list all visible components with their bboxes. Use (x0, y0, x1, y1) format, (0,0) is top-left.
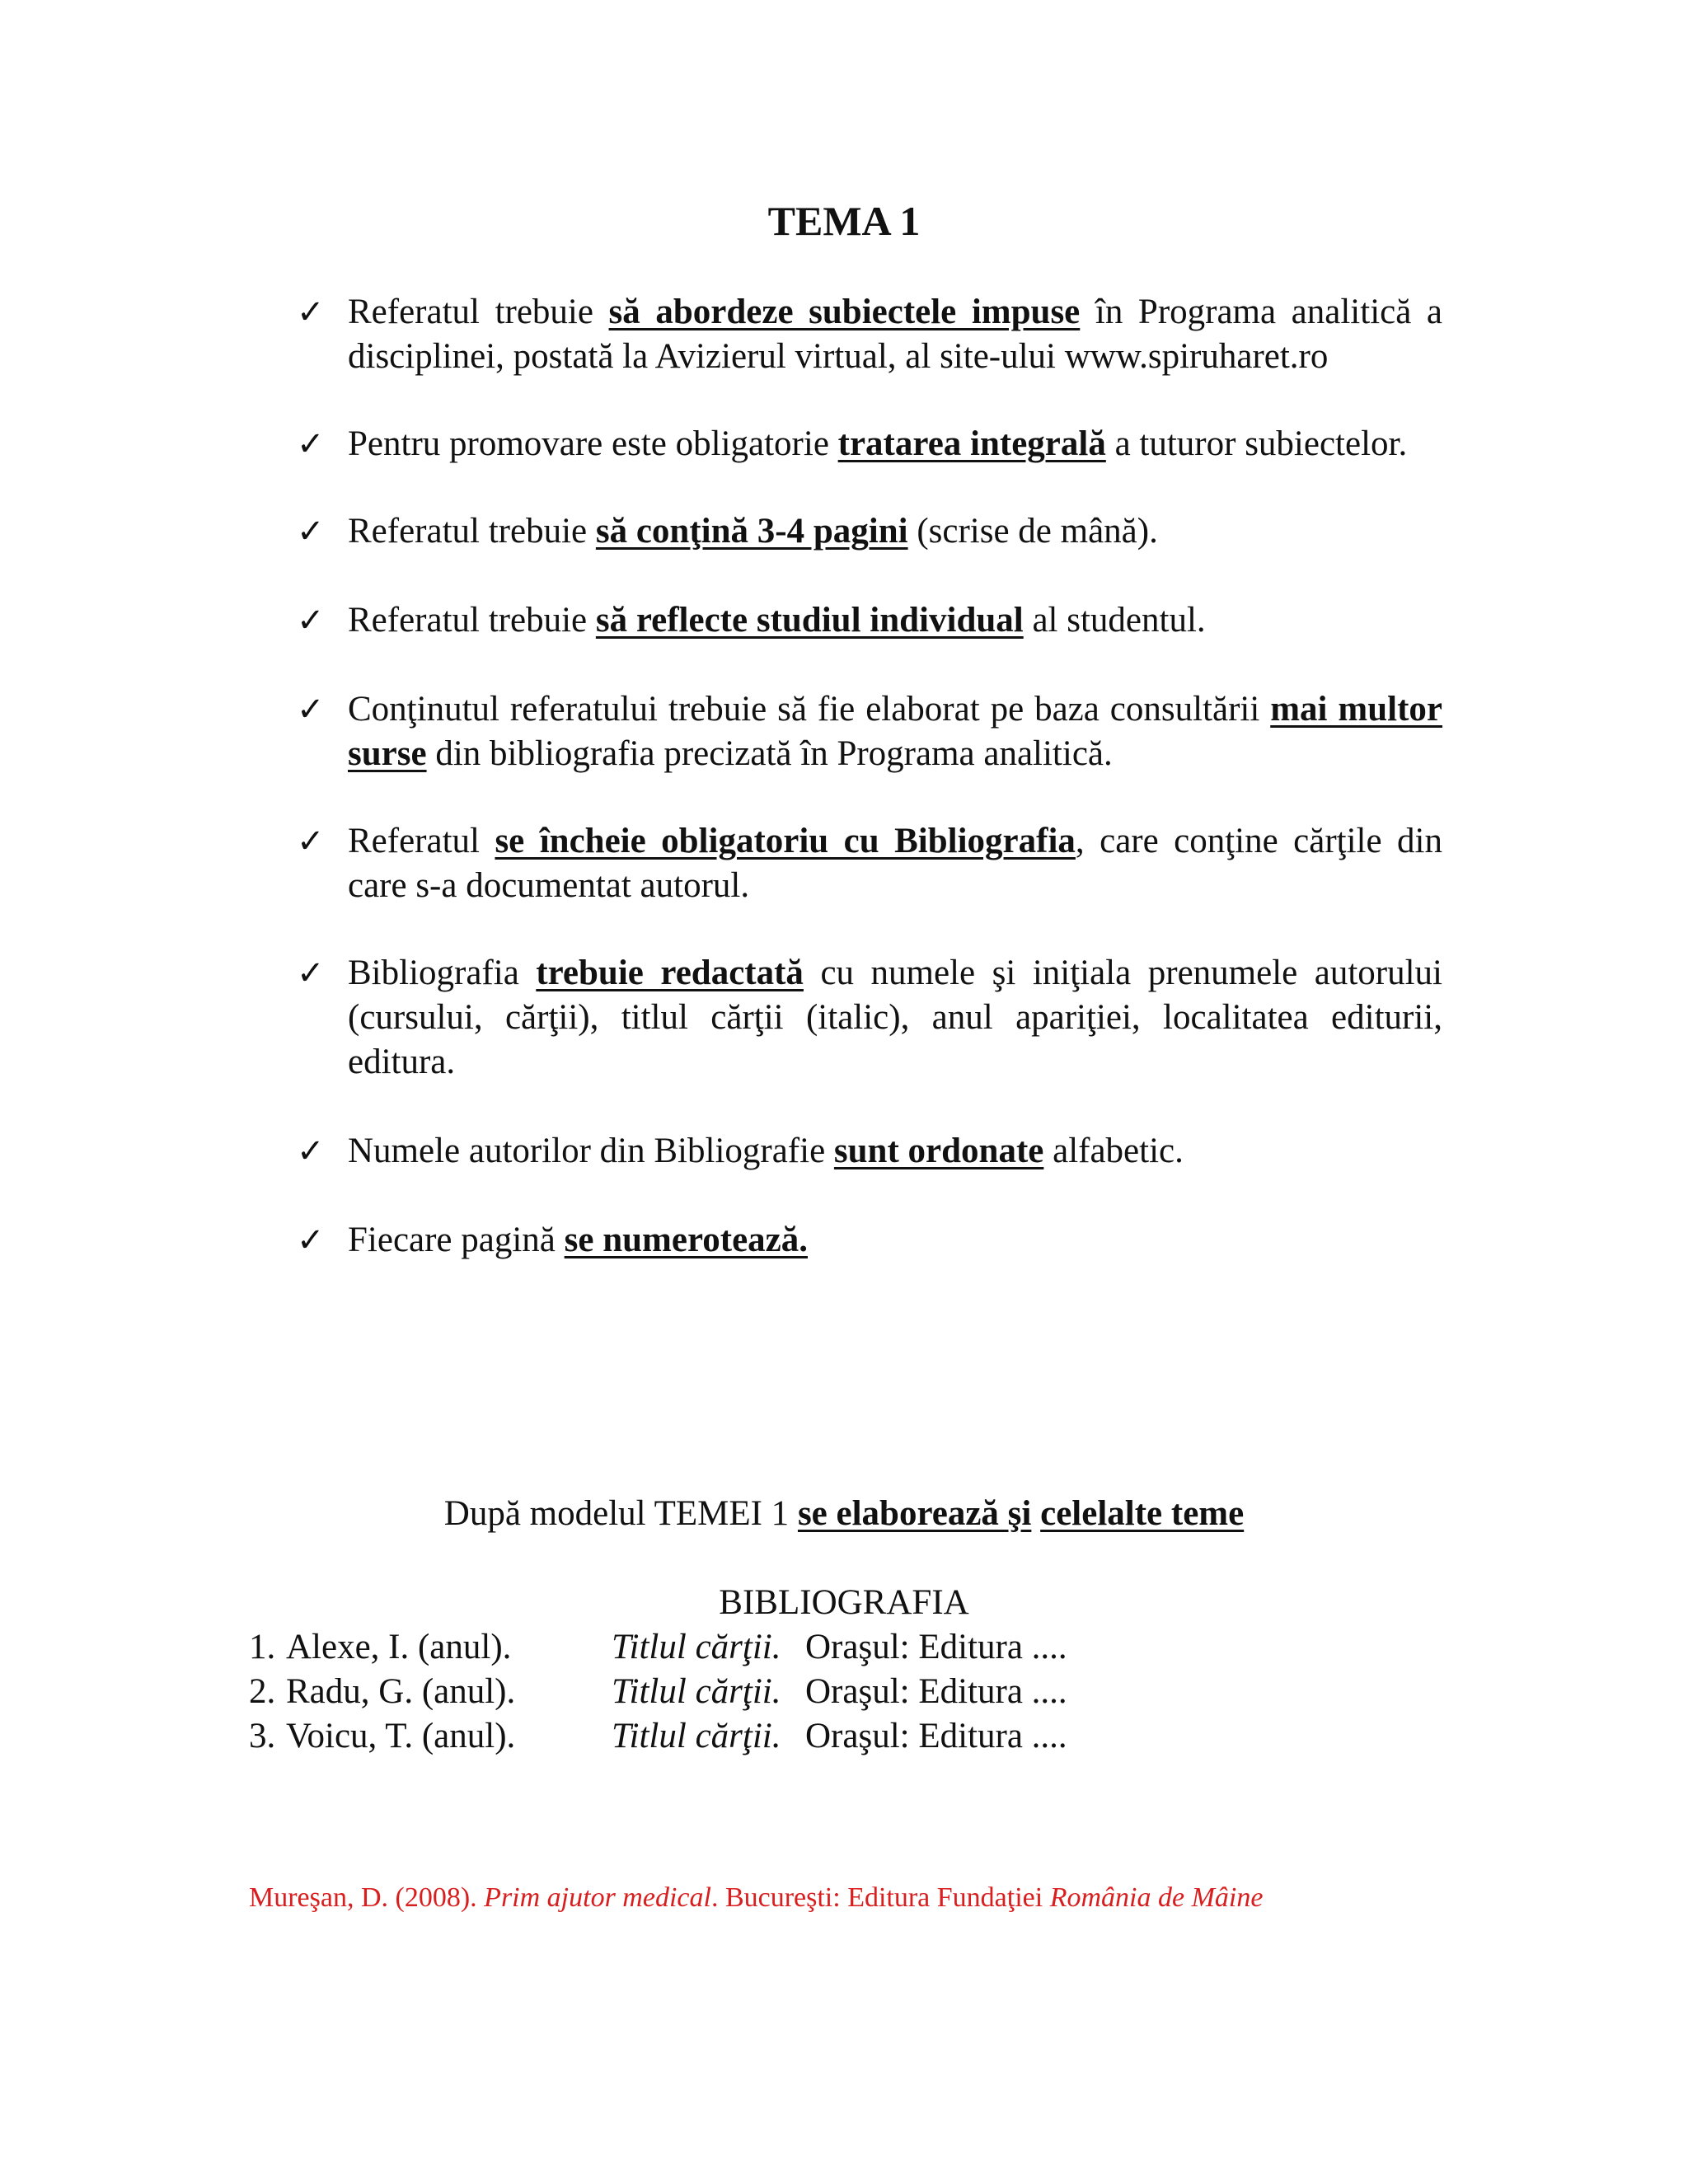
entry-number: 2. (249, 1672, 276, 1711)
item-text: alfabetic. (1043, 1132, 1184, 1170)
item-emphasis: tratarea integrală (837, 424, 1106, 463)
checkmark-icon: ✓ (297, 513, 325, 551)
page-title: TEMA 1 (767, 198, 921, 244)
entry-book-title: Titlul cărţii. (612, 1628, 781, 1666)
item-emphasis: sunt ordonate (833, 1132, 1044, 1170)
item-text: Referatul (348, 822, 495, 860)
item-text: Referatul trebuie (348, 293, 609, 331)
checklist-item (297, 819, 1442, 908)
source-title: Prim ajutor medical (484, 1882, 711, 1913)
item-emphasis: să conţină 3-4 pagini (595, 512, 908, 551)
entry-publisher: Oraşul: Editura .... (805, 1717, 1067, 1755)
checkmark-icon: ✓ (297, 602, 325, 640)
checklist-item (297, 687, 1442, 776)
model-space (1031, 1494, 1040, 1533)
checkmark-icon: ✓ (297, 425, 325, 463)
item-text: în Programa analitică a disciplinei, postată la Avizierul virtual, al site-ului www.spiruharet.ro (348, 293, 1442, 376)
model-emphasis: celelalte teme (1040, 1494, 1245, 1533)
checklist-item (297, 509, 1442, 554)
item-text: Pentru promovare este obligatorie (348, 424, 838, 463)
entry-number: 3. (249, 1717, 276, 1755)
item-text: a tuturor subiectelor. (1105, 424, 1408, 463)
item-text: Numele autorilor din Bibliografie (348, 1132, 834, 1170)
checklist-item (297, 951, 1442, 1085)
checklist-item (297, 290, 1442, 379)
entry-number: 1. (249, 1628, 276, 1666)
bibliography-heading: BIBLIOGRAFIA (719, 1583, 969, 1622)
entry-author: Radu, G. (anul). (286, 1672, 516, 1711)
item-emphasis: mai multor surse (348, 690, 1442, 773)
checklist-item (297, 1129, 1442, 1174)
entry-publisher: Oraşul: Editura .... (805, 1628, 1067, 1666)
checklist-item (297, 422, 1442, 466)
item-text: Conţinutul referatului trebuie să fie elaborat pe baza consultării (348, 690, 1271, 729)
checkmark-icon: ✓ (297, 954, 325, 992)
checkmark-icon: ✓ (297, 823, 325, 860)
item-text: Bibliografia (348, 954, 537, 992)
requirements-checklist (297, 290, 1442, 1263)
item-emphasis: să abordeze subiectele impuse (608, 293, 1081, 331)
entry-book-title: Titlul cărţii. (612, 1672, 781, 1711)
entry-author: Voicu, T. (anul). (286, 1717, 516, 1755)
checklist-item (297, 1218, 1442, 1263)
item-text: cu numele şi iniţiala prenumele autorului (cursului, cărţii), titlul cărţii (italic), anul apariţiei, localitatea editurii, editura. (348, 954, 1443, 1081)
entry-publisher: Oraşul: Editura .... (805, 1672, 1067, 1711)
checkmark-icon: ✓ (297, 1132, 325, 1170)
item-text: din bibliografia precizată în Programa analitică. (426, 734, 1113, 773)
item-emphasis: să reflecte studiul individual (595, 601, 1024, 640)
model-instruction (0, 1492, 1688, 1536)
item-text: (scrise de mână). (907, 512, 1158, 551)
item-emphasis: se încheie obligatoriu cu Bibliografia (495, 822, 1076, 860)
item-text: al studentul. (1023, 601, 1206, 640)
source-author: Mureşan, D. (2008). (249, 1882, 485, 1913)
item-text: Referatul trebuie (348, 512, 596, 551)
source-citation (249, 1881, 1263, 1915)
item-text: , care conţine cărţile din care s-a documentat autorul. (348, 822, 1442, 905)
model-emphasis: se elaborează şi (797, 1494, 1032, 1533)
item-text: Fiecare pagină (348, 1221, 565, 1259)
entry-author: Alexe, I. (anul). (286, 1628, 512, 1666)
item-text: Referatul trebuie (348, 601, 596, 640)
source-publisher-name: România de Mâine (1049, 1882, 1264, 1913)
item-emphasis: trebuie redactată (536, 954, 804, 992)
checkmark-icon: ✓ (297, 691, 325, 729)
checkmark-icon: ✓ (297, 1221, 325, 1259)
checkmark-icon: ✓ (297, 293, 325, 331)
item-emphasis: se numerotează. (564, 1221, 808, 1259)
entry-book-title: Titlul cărţii. (612, 1717, 781, 1755)
model-text: După modelul TEMEI 1 (443, 1494, 798, 1533)
source-publisher: . Bucureşti: Editura Fundaţiei (710, 1882, 1050, 1913)
checklist-item (297, 598, 1442, 643)
